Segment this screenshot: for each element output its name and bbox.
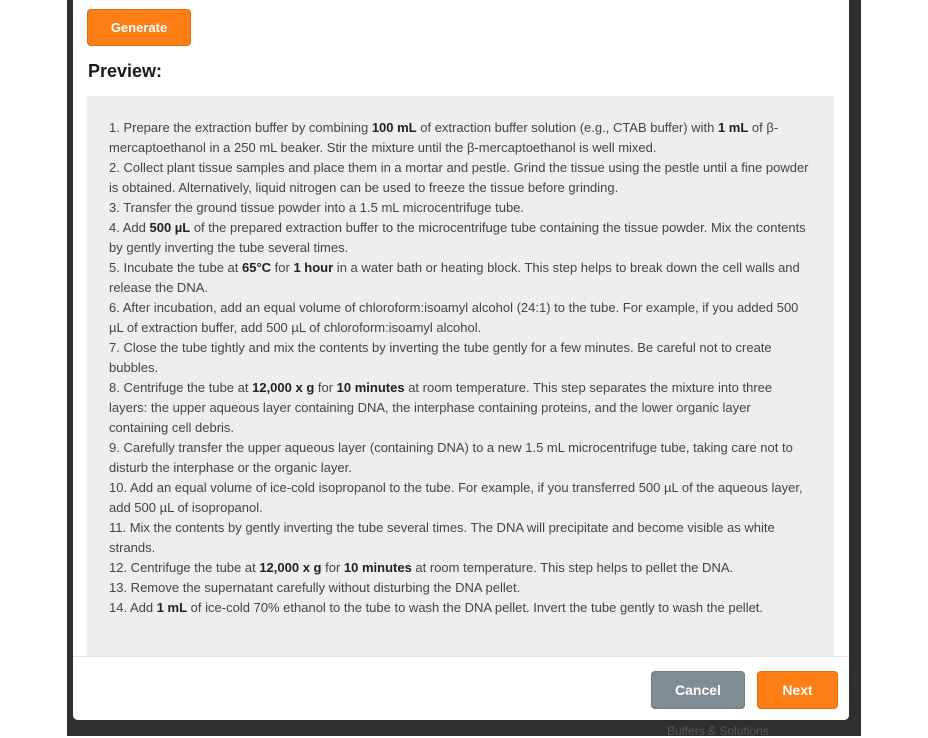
step-emphasis: 65°C — [242, 260, 272, 275]
step-emphasis: 100 mL — [371, 120, 417, 135]
protocol-step — [109, 198, 810, 218]
protocol-step — [109, 478, 810, 518]
backdrop-peek-text: Buffers & Solutions — [667, 724, 769, 738]
protocol-dialog — [73, 0, 849, 720]
step-text: at room temperature. This step helps to pellet the DNA. — [411, 560, 734, 575]
protocol-step — [109, 518, 810, 558]
protocol-step — [109, 598, 810, 618]
step-text: 2. Collect plant tissue samples and place them in a mortar and pestle. Grind the tissue using the pestle until a fine powder is obtained. Alternatively, liquid nitrogen can be used to freeze the tissue before grinding. — [109, 160, 809, 195]
dialog-footer — [73, 656, 849, 720]
protocol-step — [109, 258, 810, 298]
step-emphasis: 12,000 x g — [252, 380, 315, 395]
step-emphasis: 500 µL — [149, 220, 191, 235]
preview-content — [109, 118, 810, 618]
step-emphasis: 10 minutes — [343, 560, 412, 575]
protocol-step — [109, 158, 810, 198]
step-text: for — [321, 560, 344, 575]
cancel-button[interactable]: Cancel — [651, 671, 745, 709]
step-text: 11. Mix the contents by gently inverting the tube several times. The DNA will precipitate and become visible as white strands. — [109, 520, 775, 555]
step-text: for — [314, 380, 337, 395]
protocol-step — [109, 558, 810, 578]
step-emphasis: 1 hour — [293, 260, 334, 275]
step-emphasis: 12,000 x g — [259, 560, 322, 575]
step-text: of β-mercaptoethanol in a 250 mL beaker. Stir the mixture until the β-mercaptoethanol is well mixed. — [109, 120, 779, 155]
step-text: 10. Add an equal volume of ice-cold isopropanol to the tube. For example, if you transferred 500 µL of the aqueous layer, add 500 µL of isopropanol. — [109, 480, 803, 515]
step-text: 6. After incubation, add an equal volume of chloroform:isoamyl alcohol (24:1) to the tube. For example, if you added 500 µL of extraction buffer, add 500 µL of chloroform:isoamyl alcohol. — [109, 300, 799, 335]
step-text: at room temperature. This step separates the mixture into three layers: the upper aqueous layer containing DNA, the interphase containing proteins, and the lower organic layer containing cell debris. — [109, 380, 773, 435]
step-text: 8. Centrifuge the tube at — [109, 380, 253, 395]
protocol-step — [109, 118, 810, 158]
step-text: 14. Add — [109, 600, 157, 615]
step-text: 13. Remove the supernatant carefully without disturbing the DNA pellet. — [109, 580, 521, 595]
step-text: 9. Carefully transfer the upper aqueous layer (containing DNA) to a new 1.5 mL microcentrifuge tube, taking care not to disturb the interphase or the organic layer. — [109, 440, 793, 475]
next-button[interactable]: Next — [757, 671, 838, 709]
step-text: of the prepared extraction buffer to the microcentrifuge tube containing the tissue powder. Mix the contents by gently inverting the tube several times. — [109, 220, 806, 255]
step-text: 4. Add — [109, 220, 150, 235]
step-emphasis: 1 mL — [156, 600, 188, 615]
step-emphasis: 10 minutes — [336, 380, 405, 395]
step-text: 5. Incubate the tube at — [109, 260, 242, 275]
step-text: of extraction buffer solution (e.g., CTAB buffer) with — [416, 120, 718, 135]
protocol-step — [109, 298, 810, 338]
protocol-step — [109, 378, 810, 438]
step-emphasis: 1 mL — [717, 120, 749, 135]
preview-heading: Preview: — [88, 61, 163, 81]
protocol-step — [109, 578, 810, 598]
protocol-step — [109, 218, 810, 258]
step-text: for — [271, 260, 294, 275]
protocol-step — [109, 438, 810, 478]
step-text: of ice-cold 70% ethanol to the tube to wash the DNA pellet. Invert the tube gently to wash the pellet. — [187, 600, 764, 615]
preview-panel[interactable] — [87, 96, 834, 656]
generate-button[interactable]: Generate — [87, 9, 191, 46]
step-text: 7. Close the tube tightly and mix the contents by inverting the tube gently for a few minutes. Be careful not to create bubbles. — [109, 340, 772, 375]
step-text: 1. Prepare the extraction buffer by combining — [109, 120, 372, 135]
protocol-step — [109, 338, 810, 378]
step-text: 3. Transfer the ground tissue powder into a 1.5 mL microcentrifuge tube. — [109, 200, 525, 215]
step-text: 12. Centrifuge the tube at — [109, 560, 260, 575]
step-text: in a water bath or heating block. This step helps to break down the cell walls and release the DNA. — [109, 260, 800, 295]
